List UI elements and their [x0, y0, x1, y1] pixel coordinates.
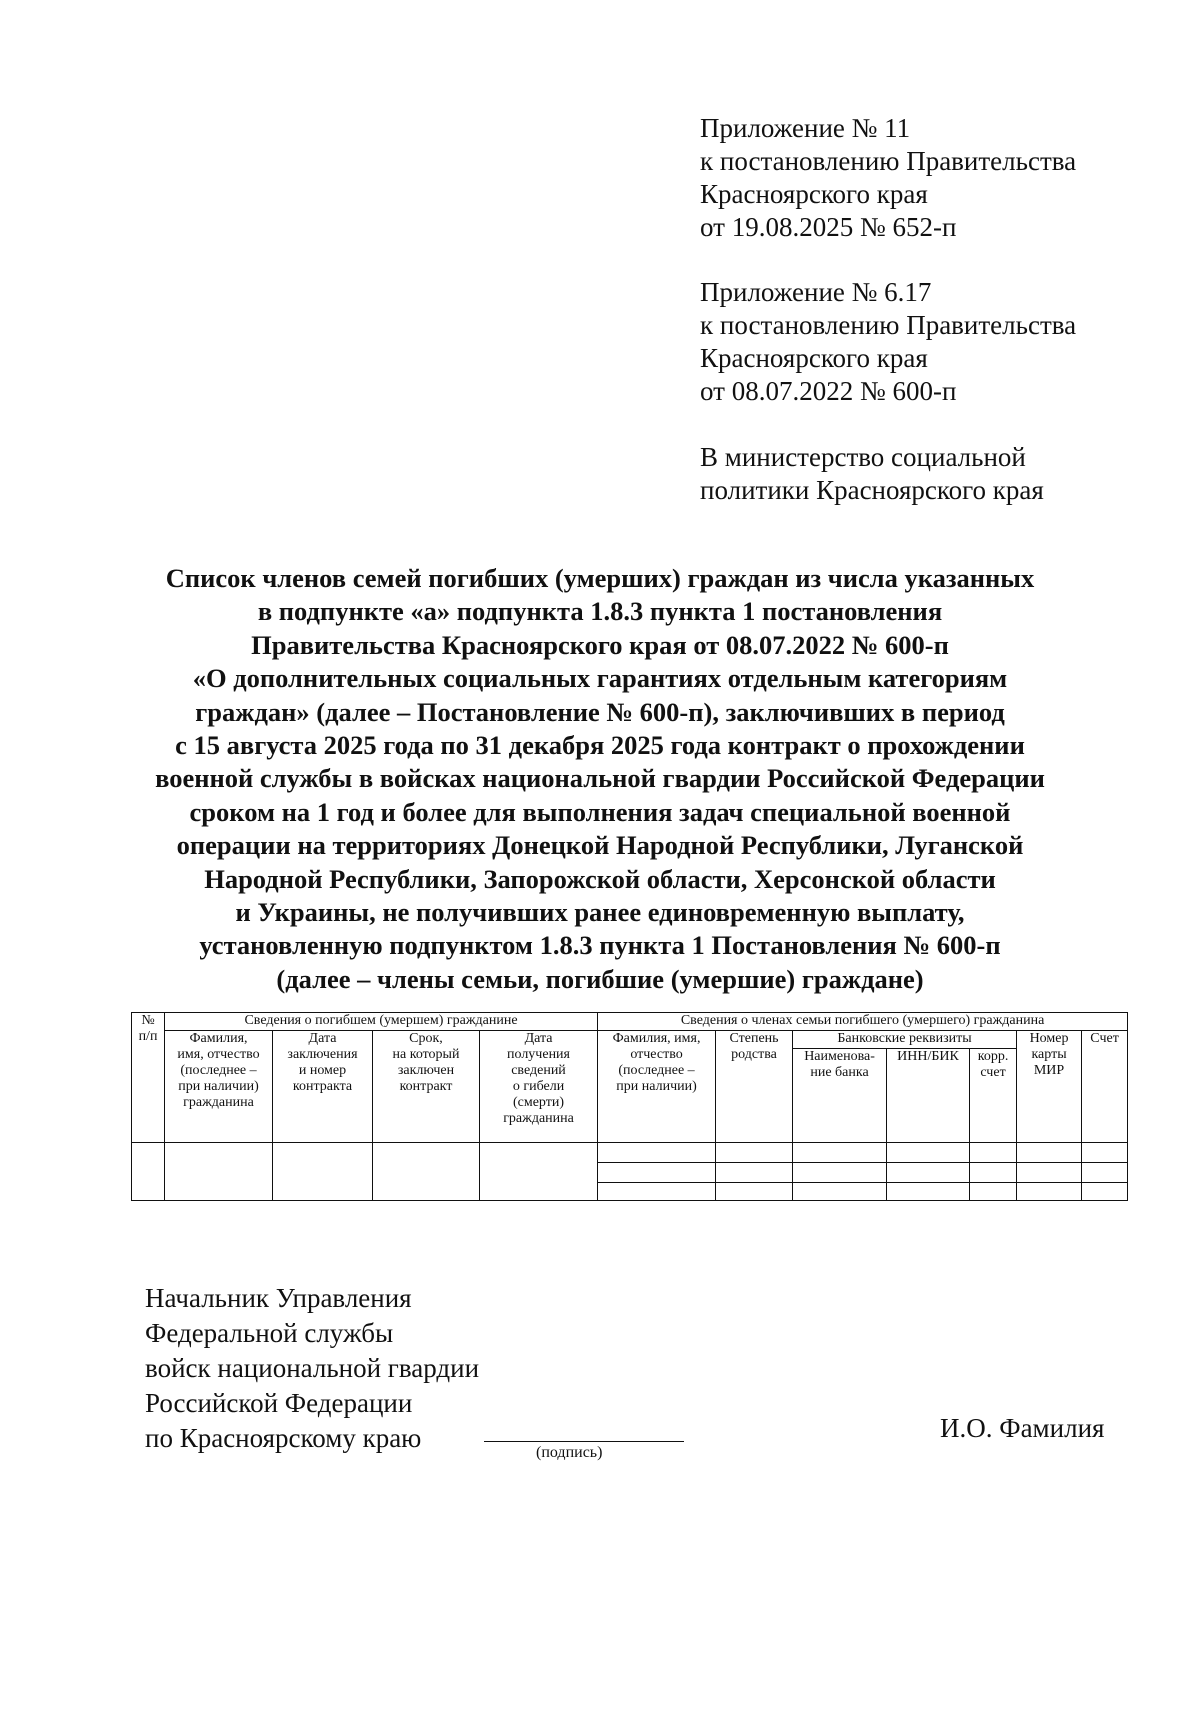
annex-line: к постановлению Правительства — [700, 310, 1077, 340]
annex-line: Красноярского края — [700, 179, 928, 209]
position-line: по Красноярскому краю — [145, 1423, 422, 1453]
account-header: Счет — [1082, 1031, 1128, 1143]
annex-line: Приложение № 11 — [700, 113, 911, 143]
title-line: установленную подпунктом 1.8.3 пункта 1 Постановления № 600-п — [199, 930, 1001, 961]
title-line: операции на территориях Донецкой Народной Республики, Луганской — [176, 830, 1024, 861]
position-line: Начальник Управления — [145, 1283, 412, 1313]
title-line: граждан» (далее – Постановление № 600-п), заключивших в период — [195, 696, 1005, 727]
annex-6-17-header — [700, 276, 1076, 408]
mir-card-header: Номер карты МИР — [1017, 1031, 1082, 1143]
family-name-header: Фамилия, имя, отчество (последнее – при наличии) — [598, 1031, 716, 1143]
document-title — [120, 562, 1080, 996]
title-line: в подпункте «а» подпункта 1.8.3 пункта 1 постановления — [257, 596, 943, 627]
position-line: Российской Федерации — [145, 1388, 413, 1418]
col-number-header: № п/п — [132, 1013, 165, 1143]
corr-account-header: корр. счет — [970, 1049, 1017, 1143]
position-line: Федеральной службы — [145, 1318, 394, 1348]
bank-name-header: Наименова- ние банка — [793, 1049, 887, 1143]
signature-caption: (подпись) — [536, 1444, 603, 1461]
annex-line: от 08.07.2022 № 600-п — [700, 376, 957, 406]
info-date-header: Дата получения сведений о гибели (смерти) гражданина — [480, 1031, 598, 1143]
title-line: сроком на 1 год и более для выполнения задач специальной военной — [189, 796, 1011, 827]
title-line: Список членов семей погибших (умерших) граждан из числа указанных — [165, 563, 1035, 593]
contract-term-header: Срок, на который заключен контракт — [373, 1031, 480, 1143]
title-line: и Украины, не получивших ранее единовременную выплату, — [235, 897, 965, 928]
addressee-line: политики Красноярского края — [700, 475, 1044, 505]
annex-line: Красноярского края — [700, 343, 928, 373]
addressee-line: В министерство социальной — [700, 442, 1026, 472]
signatory-name: И.О. Фамилия — [940, 1413, 1105, 1443]
deceased-name-header: Фамилия, имя, отчество (последнее – при наличии) гражданина — [165, 1031, 273, 1143]
contract-date-header: Дата заключения и номер контракта — [273, 1031, 373, 1143]
bank-details-header: Банковские реквизиты — [793, 1031, 1017, 1049]
deceased-group-header: Сведения о погибшем (умершем) гражданине — [165, 1013, 598, 1031]
family-members-table — [131, 1012, 1128, 1201]
title-line: «О дополнительных социальных гарантиях отдельным категориям — [192, 663, 1008, 694]
title-line: (далее – члены семьи, погибшие (умершие) граждане) — [276, 963, 924, 994]
position-line: войск национальной гвардии — [145, 1353, 480, 1383]
addressee — [700, 441, 1044, 507]
annex-11-header — [700, 112, 1076, 244]
signature-line — [484, 1441, 684, 1442]
kinship-header: Степень родства — [716, 1031, 793, 1143]
annex-line: к постановлению Правительства — [700, 146, 1077, 176]
title-line: с 15 августа 2025 года по 31 декабря 2025 года контракт о прохождении — [175, 730, 1025, 761]
annex-line: от 19.08.2025 № 652-п — [700, 212, 957, 242]
header-row-groups — [132, 1013, 1128, 1031]
family-group-header: Сведения о членах семьи погибшего (умершего) гражданина — [598, 1013, 1128, 1031]
title-line: Правительства Красноярского края от 08.07.2022 № 600-п — [251, 629, 949, 660]
header-row-columns — [132, 1031, 1128, 1049]
signature-position — [145, 1281, 479, 1456]
inn-bik-header: ИНН/БИК — [887, 1049, 970, 1143]
title-line: Народной Республики, Запорожской области, Херсонской области — [204, 863, 996, 894]
annex-line: Приложение № 6.17 — [700, 277, 932, 307]
table-row — [132, 1143, 1128, 1163]
title-line: военной службы в войсках национальной гвардии Российской Федерации — [155, 763, 1045, 794]
